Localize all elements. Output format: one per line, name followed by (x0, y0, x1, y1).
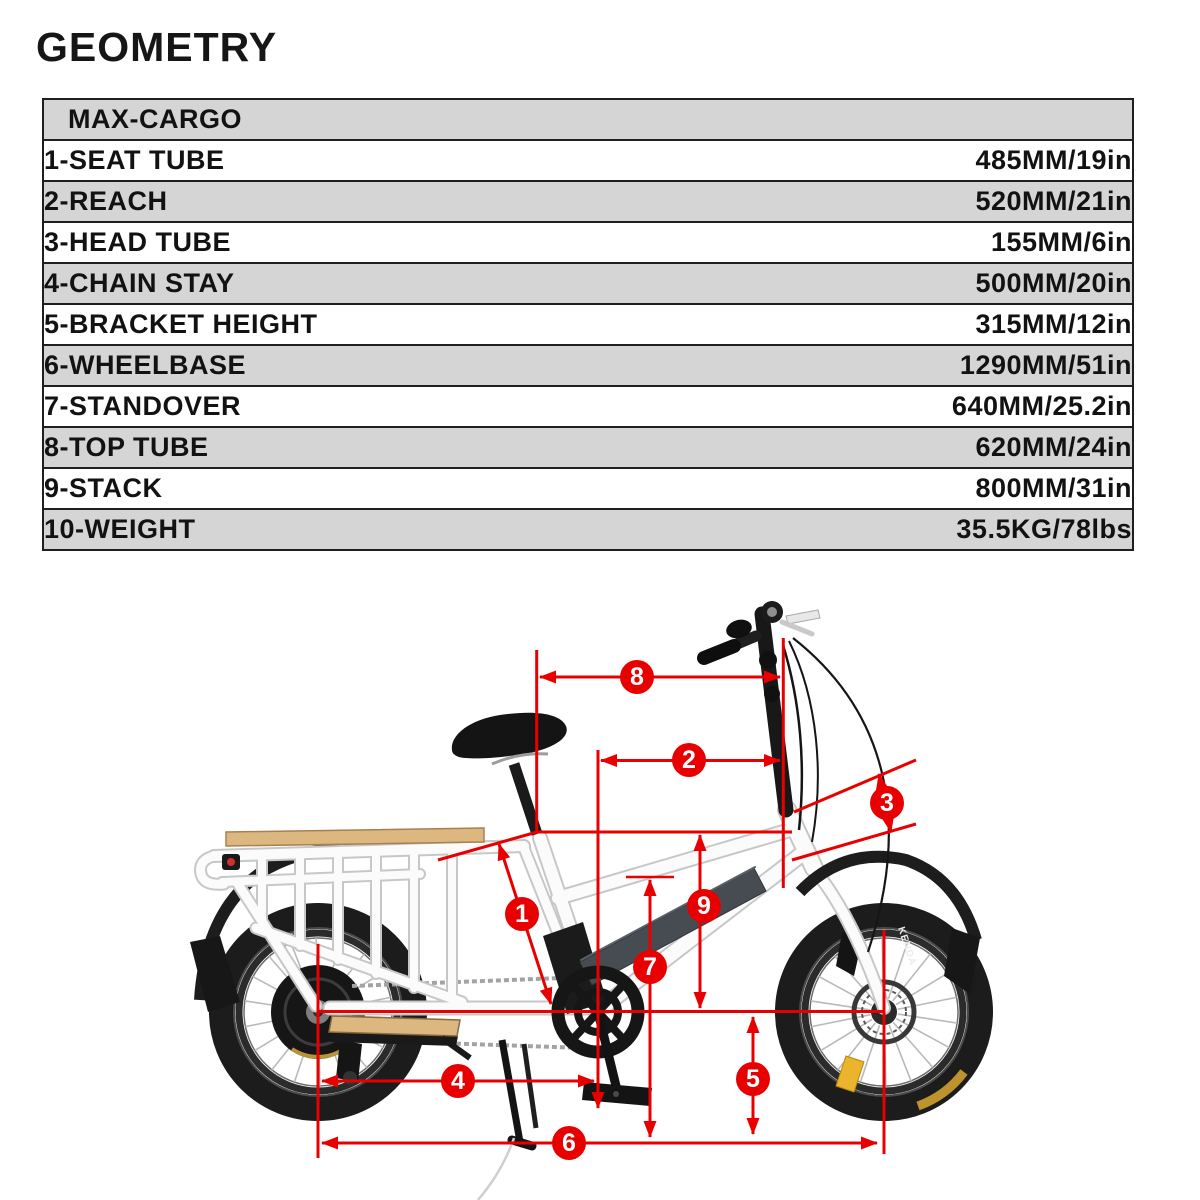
spec-value: 620MM/24in (588, 427, 1133, 468)
tire-brand-text: KENDA (895, 925, 919, 968)
brake-lever (782, 622, 812, 634)
spec-value: 520MM/21in (588, 181, 1133, 222)
spec-value: 500MM/20in (588, 263, 1133, 304)
table-header-label: MAX-CARGO (43, 99, 1133, 140)
spec-label: 4-CHAIN STAY (43, 263, 588, 304)
spec-label: 3-HEAD TUBE (43, 222, 588, 263)
spec-label: 10-WEIGHT (43, 509, 588, 550)
spec-label: 7-STANDOVER (43, 386, 588, 427)
kickstand (478, 1040, 536, 1200)
callout-2: 2 (672, 743, 706, 777)
rack-reflector (227, 858, 235, 866)
callout-1: 1 (505, 897, 539, 931)
spec-label: 9-STACK (43, 468, 588, 509)
grip (704, 646, 734, 658)
spec-label: 5-BRACKET HEIGHT (43, 304, 588, 345)
wood-deck (226, 828, 484, 846)
spec-value: 640MM/25.2in (588, 386, 1133, 427)
callout-4: 4 (441, 1064, 475, 1098)
callout-6: 6 (552, 1126, 586, 1160)
page-title: GEOMETRY (36, 24, 278, 70)
bike-photo (190, 601, 980, 1200)
spec-value: 155MM/6in (588, 222, 1133, 263)
spec-value: 485MM/19in (588, 140, 1133, 181)
callout-3: 3 (870, 786, 904, 820)
spec-label: 6-WHEELBASE (43, 345, 588, 386)
saddle (452, 713, 567, 834)
callout-9: 9 (687, 889, 721, 923)
spec-value: 800MM/31in (588, 468, 1133, 509)
spec-value: 315MM/12in (588, 304, 1133, 345)
callout-7: 7 (633, 950, 667, 984)
callout-8: 8 (620, 660, 654, 694)
spec-label: 2-REACH (43, 181, 588, 222)
callout-5: 5 (736, 1062, 770, 1096)
spec-value: 35.5KG/78lbs (588, 509, 1133, 550)
spec-label: 8-TOP TUBE (43, 427, 588, 468)
spec-label: 1-SEAT TUBE (43, 140, 588, 181)
spec-value: 1290MM/51in (588, 345, 1133, 386)
